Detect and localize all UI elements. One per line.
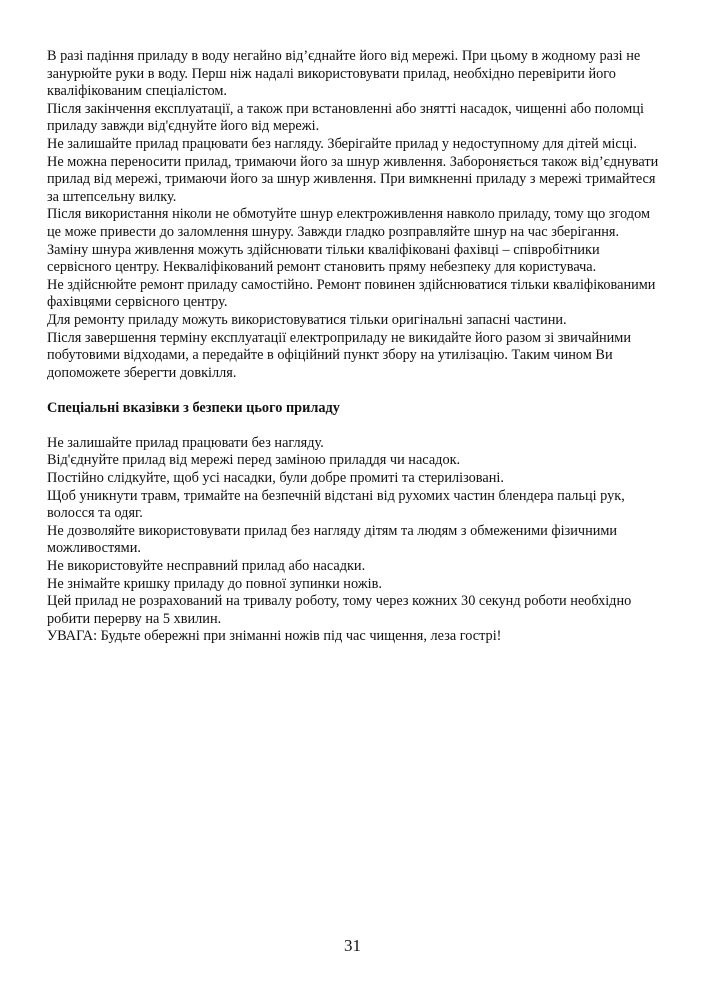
paragraph: Не можна переносити прилад, тримаючи його за шнур живлення. Забороняється також від’єднувати прилад від мережі, тримаючи його за шнур живлення. При вимкненні приладу з мережі тримайтеся за штепсельну вилку. [47, 153, 659, 205]
paragraph: Після закінчення експлуатації, а також при встановленні або знятті насадок, чищенні або поломці приладу завжди від'єднуйте його від мережі. [47, 100, 644, 135]
page-number: 31 [344, 936, 361, 955]
paragraph: Заміну шнура живлення можуть здійснювати тільки кваліфіковані фахівці – співробітники сервісного центру. Некваліфікований ремонт становить пряму небезпеку для користувача. [47, 241, 600, 276]
paragraph: Не використовуйте несправний прилад або насадки. [47, 558, 366, 575]
paragraph: В разі падіння приладу в воду негайно від’єднайте його від мережі. При цьому в жодному разі не занурюйте руки в воду. Перш ніж надалі використовувати прилад, необхідно перевірити його кваліфікованим спеціалістом. [47, 48, 641, 100]
section-heading: Спеціальні вказівки з безпеки цього приладу [47, 400, 340, 417]
paragraph: Постійно слідкуйте, щоб усі насадки, були добре промиті та стерилізовані. [47, 470, 504, 487]
paragraph: Після завершення терміну експлуатації електроприладу не викидайте його разом зі звичайними побутовими відходами, а передайте в офіційний пункт збору на утилізацію. Таким чином Ви допоможете зберегти довкілля. [47, 329, 632, 381]
paragraph: Не залишайте прилад працювати без нагляду. [47, 434, 324, 451]
special-safety-section [47, 400, 659, 646]
paragraph: Після використання ніколи не обмотуйте шнур електроживлення навколо приладу, тому що згодом це може привести до заломлення шнуру. Завжди гладко розправляйте шнур на час зберігання. [47, 206, 650, 240]
page-content [47, 48, 659, 646]
paragraph: Не знімайте кришку приладу до повної зупинки ножів. [47, 575, 382, 592]
paragraph: Цей прилад не розрахований на тривалу роботу, тому через кожних 30 секунд роботи необхідно робити перерву на 5 хвилин. [47, 593, 632, 627]
paragraph: Щоб уникнути травм, тримайте на безпечній відстані від рухомих частин блендера пальці рук, волосся та одяг. [47, 487, 625, 522]
paragraph: Не дозволяйте використовувати прилад без нагляду дітям та людям з обмеженими фізичними можливостями. [47, 522, 618, 557]
paragraph: Не здійснюйте ремонт приладу самостійно. Ремонт повинен здійснюватися тільки кваліфікованими фахівцями сервісного центру. [47, 276, 656, 311]
paragraph: Не залишайте прилад працювати без нагляду. Зберігайте прилад у недоступному для дітей місці. [47, 135, 637, 152]
paragraph: УВАГА: Будьте обережні при зніманні ножів під час чищення, леза гострі! [47, 628, 502, 645]
general-safety-section [47, 48, 659, 382]
paragraph: Від'єднуйте прилад від мережі перед заміною приладдя чи насадок. [47, 452, 461, 469]
paragraph: Для ремонту приладу можуть використовуватися тільки оригінальні запасні частини. [47, 311, 567, 328]
